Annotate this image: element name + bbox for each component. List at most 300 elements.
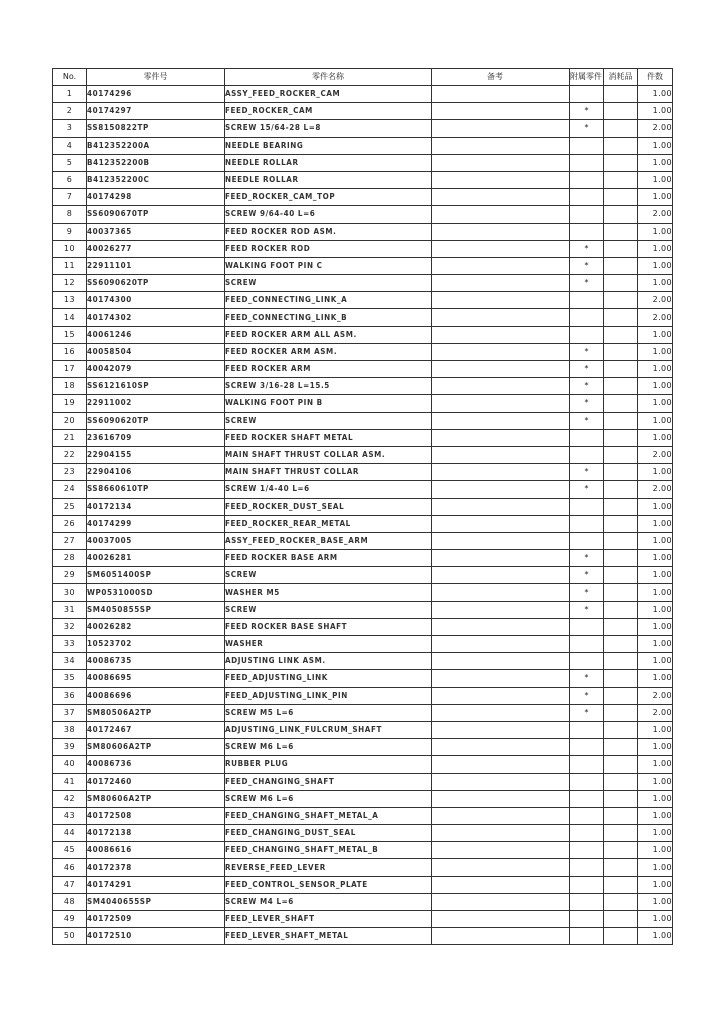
part-name: FEED_CHANGING_DUST_SEAL	[225, 825, 432, 842]
quantity: 1.00	[638, 721, 673, 738]
row-number: 4	[53, 137, 87, 154]
part-number: B412352200A	[87, 137, 225, 154]
attached-part-mark: *	[570, 704, 604, 721]
part-name: ADJUSTING LINK ASM.	[225, 653, 432, 670]
quantity: 1.00	[638, 240, 673, 257]
part-name: ADJUSTING_LINK_FULCRUM_SHAFT	[225, 721, 432, 738]
remarks	[432, 171, 570, 188]
quantity: 1.00	[638, 86, 673, 103]
remarks	[432, 928, 570, 945]
part-number: 23616709	[87, 429, 225, 446]
part-name: FEED_ROCKER_DUST_SEAL	[225, 498, 432, 515]
part-name: SCREW M6 L=6	[225, 790, 432, 807]
table-row	[53, 275, 673, 292]
remarks	[432, 876, 570, 893]
attached-part-mark	[570, 326, 604, 343]
consumable-mark	[604, 911, 638, 928]
table-row	[53, 550, 673, 567]
remarks	[432, 825, 570, 842]
row-number: 24	[53, 481, 87, 498]
attached-part-mark	[570, 137, 604, 154]
consumable-mark	[604, 292, 638, 309]
quantity: 1.00	[638, 859, 673, 876]
consumable-mark	[604, 326, 638, 343]
row-number: 3	[53, 120, 87, 137]
consumable-mark	[604, 378, 638, 395]
quantity: 1.00	[638, 275, 673, 292]
remarks	[432, 739, 570, 756]
row-number: 32	[53, 618, 87, 635]
consumable-mark	[604, 532, 638, 549]
quantity: 1.00	[638, 189, 673, 206]
attached-part-mark	[570, 154, 604, 171]
part-name: FEED_CONNECTING_LINK_A	[225, 292, 432, 309]
part-name: FEED_CONTROL_SENSOR_PLATE	[225, 876, 432, 893]
table-row	[53, 154, 673, 171]
consumable-mark	[604, 670, 638, 687]
remarks	[432, 412, 570, 429]
attached-part-mark: *	[570, 361, 604, 378]
row-number: 26	[53, 515, 87, 532]
attached-part-mark: *	[570, 601, 604, 618]
remarks	[432, 275, 570, 292]
table-row	[53, 498, 673, 515]
part-name: SCREW 3/16-28 L=15.5	[225, 378, 432, 395]
part-number: 40037005	[87, 532, 225, 549]
part-name: ASSY_FEED_ROCKER_CAM	[225, 86, 432, 103]
row-number: 33	[53, 636, 87, 653]
row-number: 42	[53, 790, 87, 807]
table-row	[53, 206, 673, 223]
part-number: 40086696	[87, 687, 225, 704]
attached-part-mark	[570, 618, 604, 635]
attached-part-mark	[570, 790, 604, 807]
attached-part-mark: *	[570, 584, 604, 601]
attached-part-mark	[570, 859, 604, 876]
consumable-mark	[604, 928, 638, 945]
part-number: 22904155	[87, 446, 225, 463]
row-number: 11	[53, 257, 87, 274]
row-number: 17	[53, 361, 87, 378]
quantity: 1.00	[638, 429, 673, 446]
row-number: 23	[53, 464, 87, 481]
table-row	[53, 171, 673, 188]
row-number: 45	[53, 842, 87, 859]
attached-part-mark	[570, 86, 604, 103]
remarks	[432, 481, 570, 498]
part-number: 40086695	[87, 670, 225, 687]
part-name: FEED ROCKER ROD	[225, 240, 432, 257]
part-name: FEED_ROCKER_REAR_METAL	[225, 515, 432, 532]
attached-part-mark	[570, 498, 604, 515]
remarks	[432, 86, 570, 103]
header-consumable: 消耗品	[604, 69, 638, 86]
remarks	[432, 687, 570, 704]
row-number: 21	[53, 429, 87, 446]
remarks	[432, 704, 570, 721]
row-number: 39	[53, 739, 87, 756]
part-number: 40172467	[87, 721, 225, 738]
table-row	[53, 464, 673, 481]
table-row	[53, 893, 673, 910]
row-number: 44	[53, 825, 87, 842]
quantity: 1.00	[638, 395, 673, 412]
consumable-mark	[604, 189, 638, 206]
consumable-mark	[604, 361, 638, 378]
part-name: FEED ROCKER BASE SHAFT	[225, 618, 432, 635]
remarks	[432, 653, 570, 670]
part-name: MAIN SHAFT THRUST COLLAR	[225, 464, 432, 481]
table-row	[53, 807, 673, 824]
quantity: 1.00	[638, 911, 673, 928]
header-part-number: 零件号	[87, 69, 225, 86]
row-number: 36	[53, 687, 87, 704]
part-name: SCREW 1/4-40 L=6	[225, 481, 432, 498]
consumable-mark	[604, 636, 638, 653]
part-name: FEED ROCKER SHAFT METAL	[225, 429, 432, 446]
quantity: 1.00	[638, 928, 673, 945]
quantity: 1.00	[638, 257, 673, 274]
attached-part-mark: *	[570, 481, 604, 498]
attached-part-mark: *	[570, 275, 604, 292]
table-row	[53, 721, 673, 738]
part-name: ASSY_FEED_ROCKER_BASE_ARM	[225, 532, 432, 549]
part-name: SCREW M6 L=6	[225, 739, 432, 756]
attached-part-mark	[570, 171, 604, 188]
attached-part-mark	[570, 206, 604, 223]
attached-part-mark	[570, 653, 604, 670]
remarks	[432, 584, 570, 601]
remarks	[432, 842, 570, 859]
table-row	[53, 584, 673, 601]
quantity: 1.00	[638, 103, 673, 120]
part-name: SCREW 9/64-40 L=6	[225, 206, 432, 223]
quantity: 1.00	[638, 601, 673, 618]
row-number: 28	[53, 550, 87, 567]
remarks	[432, 532, 570, 549]
header-no: No.	[53, 69, 87, 86]
table-row	[53, 189, 673, 206]
remarks	[432, 378, 570, 395]
row-number: 18	[53, 378, 87, 395]
remarks	[432, 103, 570, 120]
part-name: FEED ROCKER ARM	[225, 361, 432, 378]
part-number: 22911002	[87, 395, 225, 412]
quantity: 2.00	[638, 704, 673, 721]
table-row	[53, 223, 673, 240]
table-row	[53, 240, 673, 257]
part-number: 40172510	[87, 928, 225, 945]
table-row	[53, 446, 673, 463]
part-number: SS6121610SP	[87, 378, 225, 395]
quantity: 1.00	[638, 567, 673, 584]
part-name: FEED ROCKER BASE ARM	[225, 550, 432, 567]
table-row	[53, 103, 673, 120]
part-number: 40174299	[87, 515, 225, 532]
remarks	[432, 498, 570, 515]
remarks	[432, 721, 570, 738]
remarks	[432, 807, 570, 824]
row-number: 27	[53, 532, 87, 549]
part-number: SM80606A2TP	[87, 790, 225, 807]
table-row	[53, 618, 673, 635]
row-number: 2	[53, 103, 87, 120]
attached-part-mark	[570, 773, 604, 790]
row-number: 15	[53, 326, 87, 343]
quantity: 1.00	[638, 773, 673, 790]
quantity: 2.00	[638, 292, 673, 309]
row-number: 9	[53, 223, 87, 240]
table-row	[53, 412, 673, 429]
header-remarks: 备考	[432, 69, 570, 86]
remarks	[432, 567, 570, 584]
header-row	[53, 69, 673, 86]
part-number: 40172509	[87, 911, 225, 928]
table-row	[53, 86, 673, 103]
part-number: 40174300	[87, 292, 225, 309]
consumable-mark	[604, 464, 638, 481]
table-row	[53, 378, 673, 395]
remarks	[432, 859, 570, 876]
attached-part-mark	[570, 911, 604, 928]
part-number: 40174302	[87, 309, 225, 326]
part-name: SCREW M4 L=6	[225, 893, 432, 910]
quantity: 1.00	[638, 223, 673, 240]
quantity: 1.00	[638, 464, 673, 481]
row-number: 47	[53, 876, 87, 893]
part-name: SCREW	[225, 601, 432, 618]
row-number: 20	[53, 412, 87, 429]
remarks	[432, 911, 570, 928]
remarks	[432, 206, 570, 223]
remarks	[432, 326, 570, 343]
attached-part-mark: *	[570, 257, 604, 274]
consumable-mark	[604, 825, 638, 842]
part-name: FEED_CHANGING_SHAFT_METAL_B	[225, 842, 432, 859]
attached-part-mark: *	[570, 240, 604, 257]
remarks	[432, 137, 570, 154]
remarks	[432, 240, 570, 257]
table-row	[53, 790, 673, 807]
header-quantity: 件数	[638, 69, 673, 86]
attached-part-mark: *	[570, 412, 604, 429]
part-number: 40037365	[87, 223, 225, 240]
row-number: 40	[53, 756, 87, 773]
part-name: FEED_ROCKER_CAM	[225, 103, 432, 120]
part-name: FEED ROCKER ARM ASM.	[225, 343, 432, 360]
part-name: FEED_CONNECTING_LINK_B	[225, 309, 432, 326]
attached-part-mark	[570, 636, 604, 653]
header-part-name: 零件名称	[225, 69, 432, 86]
consumable-mark	[604, 446, 638, 463]
part-number: 40172138	[87, 825, 225, 842]
consumable-mark	[604, 120, 638, 137]
attached-part-mark: *	[570, 670, 604, 687]
row-number: 7	[53, 189, 87, 206]
row-number: 12	[53, 275, 87, 292]
table-row	[53, 704, 673, 721]
remarks	[432, 515, 570, 532]
part-name: WALKING FOOT PIN B	[225, 395, 432, 412]
consumable-mark	[604, 223, 638, 240]
consumable-mark	[604, 721, 638, 738]
quantity: 1.00	[638, 756, 673, 773]
consumable-mark	[604, 171, 638, 188]
attached-part-mark	[570, 189, 604, 206]
quantity: 1.00	[638, 326, 673, 343]
quantity: 1.00	[638, 550, 673, 567]
consumable-mark	[604, 567, 638, 584]
row-number: 19	[53, 395, 87, 412]
table-row	[53, 911, 673, 928]
part-number: 22911101	[87, 257, 225, 274]
part-name: SCREW	[225, 567, 432, 584]
row-number: 35	[53, 670, 87, 687]
table-row	[53, 361, 673, 378]
table-row	[53, 601, 673, 618]
part-number: 40174296	[87, 86, 225, 103]
table-row	[53, 309, 673, 326]
row-number: 49	[53, 911, 87, 928]
quantity: 2.00	[638, 446, 673, 463]
consumable-mark	[604, 515, 638, 532]
remarks	[432, 670, 570, 687]
part-number: 40086616	[87, 842, 225, 859]
consumable-mark	[604, 275, 638, 292]
consumable-mark	[604, 481, 638, 498]
consumable-mark	[604, 137, 638, 154]
part-name: FEED_CHANGING_SHAFT_METAL_A	[225, 807, 432, 824]
part-number: 40042079	[87, 361, 225, 378]
attached-part-mark: *	[570, 378, 604, 395]
consumable-mark	[604, 103, 638, 120]
table-row	[53, 257, 673, 274]
row-number: 46	[53, 859, 87, 876]
remarks	[432, 292, 570, 309]
consumable-mark	[604, 309, 638, 326]
part-number: 40061246	[87, 326, 225, 343]
quantity: 1.00	[638, 137, 673, 154]
table-row	[53, 859, 673, 876]
row-number: 25	[53, 498, 87, 515]
quantity: 1.00	[638, 893, 673, 910]
part-name: FEED_LEVER_SHAFT_METAL	[225, 928, 432, 945]
table-row	[53, 687, 673, 704]
part-number: 40026281	[87, 550, 225, 567]
quantity: 2.00	[638, 309, 673, 326]
row-number: 22	[53, 446, 87, 463]
consumable-mark	[604, 893, 638, 910]
part-number: 40026277	[87, 240, 225, 257]
consumable-mark	[604, 584, 638, 601]
table-row	[53, 326, 673, 343]
row-number: 10	[53, 240, 87, 257]
remarks	[432, 189, 570, 206]
part-number: 40174291	[87, 876, 225, 893]
quantity: 1.00	[638, 532, 673, 549]
attached-part-mark	[570, 928, 604, 945]
attached-part-mark: *	[570, 464, 604, 481]
quantity: 1.00	[638, 378, 673, 395]
table-row	[53, 653, 673, 670]
part-name: WALKING FOOT PIN C	[225, 257, 432, 274]
consumable-mark	[604, 550, 638, 567]
consumable-mark	[604, 859, 638, 876]
consumable-mark	[604, 704, 638, 721]
remarks	[432, 636, 570, 653]
consumable-mark	[604, 876, 638, 893]
quantity: 1.00	[638, 584, 673, 601]
attached-part-mark: *	[570, 103, 604, 120]
part-name: SCREW M5 L=6	[225, 704, 432, 721]
part-number: SS8150822TP	[87, 120, 225, 137]
attached-part-mark	[570, 515, 604, 532]
attached-part-mark	[570, 825, 604, 842]
remarks	[432, 601, 570, 618]
quantity: 2.00	[638, 120, 673, 137]
part-number: SM80506A2TP	[87, 704, 225, 721]
part-name: FEED_CHANGING_SHAFT	[225, 773, 432, 790]
quantity: 1.00	[638, 876, 673, 893]
attached-part-mark: *	[570, 343, 604, 360]
part-number: 40086736	[87, 756, 225, 773]
consumable-mark	[604, 601, 638, 618]
quantity: 2.00	[638, 481, 673, 498]
attached-part-mark: *	[570, 395, 604, 412]
part-number: SM4040655SP	[87, 893, 225, 910]
part-name: SCREW	[225, 412, 432, 429]
part-number: 40172378	[87, 859, 225, 876]
consumable-mark	[604, 687, 638, 704]
part-number: 40172460	[87, 773, 225, 790]
table-row	[53, 515, 673, 532]
row-number: 5	[53, 154, 87, 171]
part-name: RUBBER PLUG	[225, 756, 432, 773]
table-row	[53, 773, 673, 790]
attached-part-mark	[570, 842, 604, 859]
remarks	[432, 464, 570, 481]
part-number: SM4050855SP	[87, 601, 225, 618]
quantity: 1.00	[638, 343, 673, 360]
table-row	[53, 532, 673, 549]
part-number: SS6090620TP	[87, 412, 225, 429]
row-number: 1	[53, 86, 87, 103]
table-row	[53, 739, 673, 756]
remarks	[432, 429, 570, 446]
part-name: FEED ROCKER ROD ASM.	[225, 223, 432, 240]
part-name: FEED_ADJUSTING_LINK	[225, 670, 432, 687]
part-number: 22904106	[87, 464, 225, 481]
table-row	[53, 292, 673, 309]
part-number: SS6090670TP	[87, 206, 225, 223]
quantity: 1.00	[638, 807, 673, 824]
table-row	[53, 670, 673, 687]
parts-list-table	[52, 68, 673, 945]
row-number: 16	[53, 343, 87, 360]
attached-part-mark	[570, 807, 604, 824]
consumable-mark	[604, 842, 638, 859]
part-number: 40174298	[87, 189, 225, 206]
part-name: NEEDLE BEARING	[225, 137, 432, 154]
consumable-mark	[604, 240, 638, 257]
table-row	[53, 137, 673, 154]
row-number: 38	[53, 721, 87, 738]
part-number: 40172508	[87, 807, 225, 824]
table-row	[53, 481, 673, 498]
part-name: REVERSE_FEED_LEVER	[225, 859, 432, 876]
part-name: NEEDLE ROLLAR	[225, 171, 432, 188]
part-number: 40086735	[87, 653, 225, 670]
